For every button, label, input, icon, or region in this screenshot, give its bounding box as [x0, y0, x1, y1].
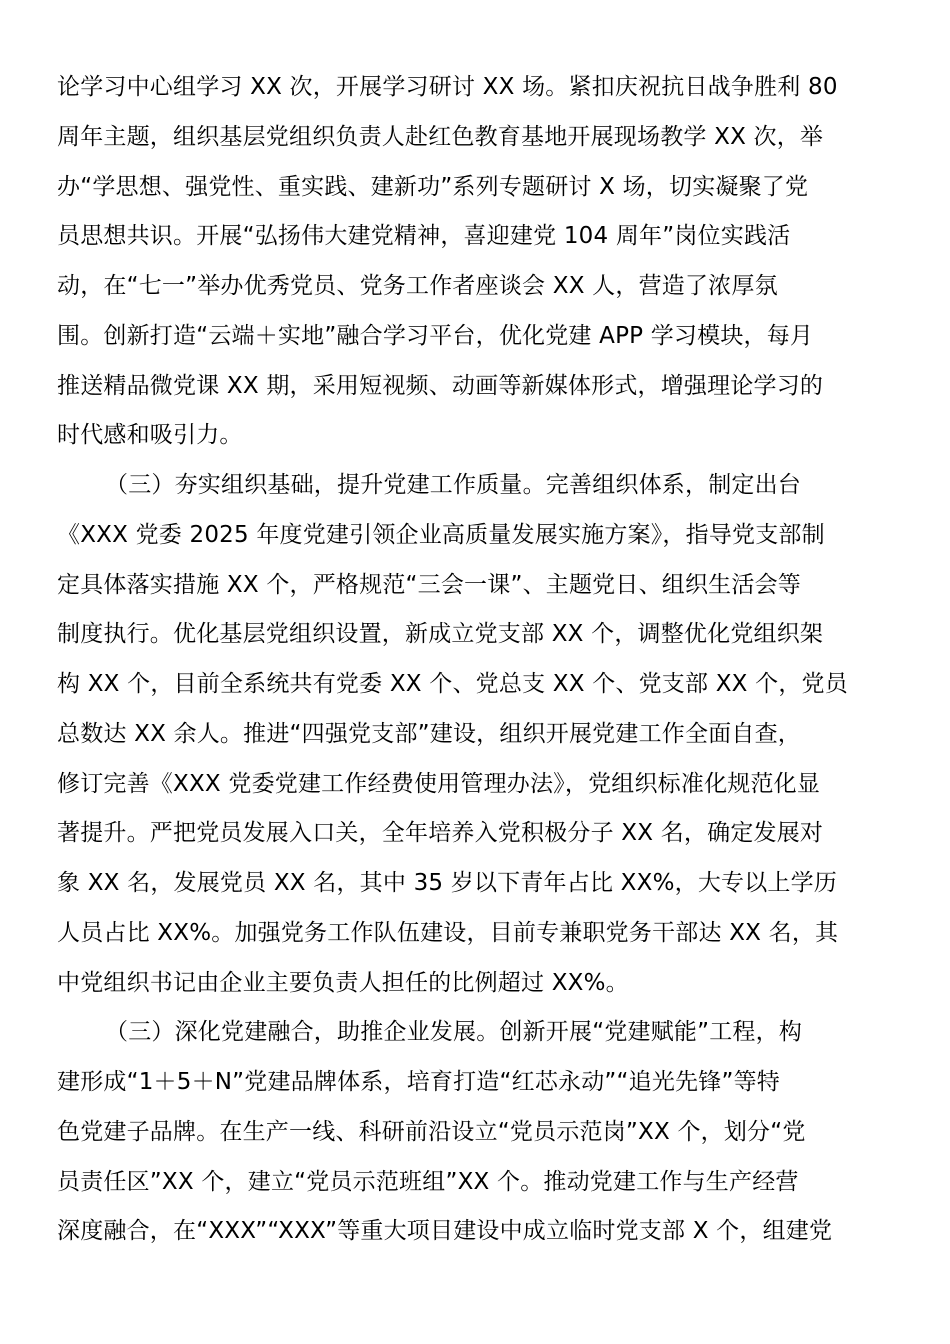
text-line: 办“学思想、强党性、重实践、建新功”系列专题研讨 X 场，切实凝聚了党 [57, 173, 809, 200]
text-line: 时代感和吸引力。 [57, 422, 243, 449]
text-line: 推送精品微党课 XX 期，采用短视频、动画等新媒体形式，增强理论学习的 [57, 372, 824, 399]
text-line: 《XXX 党委 2025 年度党建引领企业高质量发展实施方案》，指导党支部制 [57, 521, 825, 548]
text-line: 员责任区”XX 个，建立“党员示范班组”XX 个。推动党建工作与生产经营 [57, 1168, 799, 1195]
paragraph-study-activities [57, 63, 907, 461]
text-line: 员思想共识。开展“弘扬伟大建党精神，喜迎建党 104 周年”岗位实践活 [57, 223, 791, 250]
text-line: 色党建子品牌。在生产一线、科研前沿设立“党员示范岗”XX 个，划分“党 [57, 1118, 806, 1145]
text-line: 总数达 XX 余人。推进“四强党支部”建设，组织开展党建工作全面自查， [57, 720, 801, 747]
text-line: 动，在“七一”举办优秀党员、党务工作者座谈会 XX 人，营造了浓厚氛 [57, 273, 778, 299]
section-heading-line: （三）深化党建融合，助推企业发展。创新开展“党建赋能”工程，构 [105, 1019, 803, 1046]
text-line: 建形成“1＋5＋N”党建品牌体系，培育打造“红芯永动”“追光先锋”等特 [57, 1069, 780, 1095]
text-line: 周年主题，组织基层党组织负责人赴红色教育基地开展现场教学 XX 次，举 [57, 123, 824, 150]
text-line: 制度执行。优化基层党组织设置，新成立党支部 XX 个，调整优化党组织架 [57, 621, 824, 648]
paragraph-organization-foundation [57, 461, 907, 1008]
text-line: 构 XX 个，目前全系统共有党委 XX 个、党总支 XX 个、党支部 XX 个，党员 [57, 671, 848, 697]
document-page [57, 63, 907, 1257]
text-line: 定具体落实措施 XX 个，严格规范“三会一课”、主题党日、组织生活会等 [57, 571, 801, 598]
paragraph-party-building-integration [57, 1008, 907, 1257]
text-line: 论学习中心组学习 XX 次，开展学习研讨 XX 场。紧扣庆祝抗日战争胜利 80 [57, 74, 838, 100]
text-line: 著提升。严把党员发展入口关，全年培养入党积极分子 XX 名，确定发展对 [57, 820, 824, 847]
text-line: 深度融合，在“XXX”“XXX”等重大项目建设中成立临时党支部 X 个，组建党 [57, 1218, 833, 1245]
text-line: 修订完善《XXX 党委党建工作经费使用管理办法》，党组织标准化规范化显 [57, 770, 821, 797]
text-line: 象 XX 名，发展党员 XX 名，其中 35 岁以下青年占比 XX%，大专以上学历 [57, 870, 838, 896]
text-line: 中党组织书记由企业主要负责人担任的比例超过 XX%。 [57, 969, 629, 996]
text-line: 人员占比 XX%。加强党务工作队伍建设，目前专兼职党务干部达 XX 名，其 [57, 919, 839, 946]
section-heading-line: （三）夯实组织基础，提升党建工作质量。完善组织体系，制定出台 [105, 472, 801, 498]
text-line: 围。创新打造“云端＋实地”融合学习平台，优化党建 APP 学习模块，每月 [57, 322, 814, 349]
